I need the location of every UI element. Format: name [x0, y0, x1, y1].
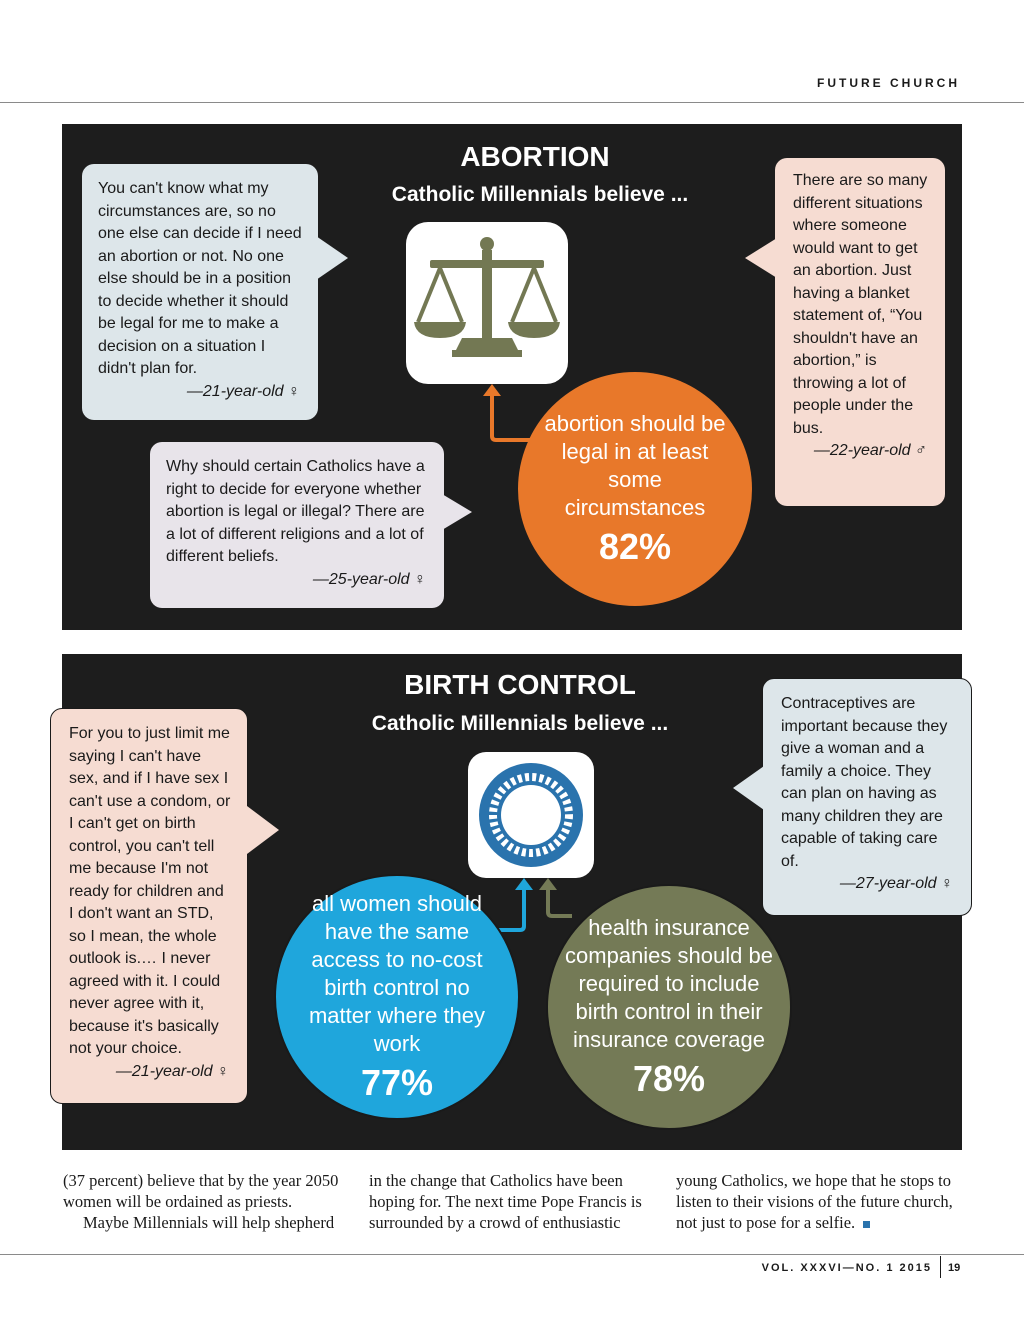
header-rule	[0, 102, 1024, 103]
stat-text: all women should have the same access to no-cost birth control no matter where they work	[308, 891, 486, 1056]
birth-control-stat-blue	[274, 874, 520, 1120]
quote-attribution: —21-year-old ♀	[115, 1062, 229, 1080]
abortion-quote-bottom	[150, 442, 444, 608]
body-text: young Catholics, we hope that he stops to listen to their visions of the future church, not just to pose for a selfie.	[676, 1171, 953, 1232]
footer-divider	[940, 1256, 941, 1278]
birth-control-quote-right	[762, 678, 972, 916]
page-number: 19	[948, 1262, 961, 1274]
section-label: FUTURE CHURCH	[817, 76, 960, 90]
quote-attribution: —22-year-old ♂	[813, 442, 927, 459]
body-text: Maybe Millennials will help shepherd	[83, 1213, 335, 1232]
quote-text: For you to just limit me saying I can't have sex, and if I have sex I can't use a condom, or I can't get on birth control, you can't tell me because I'm not ready for children and I don't want an STD, so I mean, the whole outlook is.… I never agreed with it. I could never agree with it, because it's basically not your choice.	[69, 725, 231, 1057]
abortion-stat-circle	[518, 372, 752, 606]
bubble-tail	[733, 766, 764, 810]
quote-text: There are so many different situations where someone would want to get an abortion. Just having a blanket statement of, “You shouldn't have an abortion,” is throwing a lot of people under the bus.	[793, 172, 928, 437]
pill-pack-icon	[468, 752, 594, 878]
scales-icon	[406, 222, 568, 384]
bubble-tail	[316, 236, 348, 280]
bubble-tail	[442, 494, 472, 530]
body-column-3	[676, 1170, 966, 1233]
stat-text: health insurance companies should be required to include birth control in their insurance coverage	[565, 915, 773, 1052]
end-mark-icon	[863, 1221, 870, 1228]
abortion-subtitle: Catholic Millennials believe ...	[391, 183, 689, 206]
stat-value: 82%	[598, 526, 672, 567]
stat-value: 77%	[360, 1062, 434, 1103]
body-text: (37 percent) believe that by the year 2050 women will be ordained as priests.	[63, 1171, 339, 1211]
quote-attribution: —27-year-old ♀	[839, 875, 953, 892]
bubble-tail	[247, 806, 279, 854]
pill-icon-box	[468, 752, 594, 878]
quote-attribution: —25-year-old ♀	[312, 570, 426, 588]
body-column-1	[63, 1170, 353, 1233]
issue-label: VOL. XXXVI—NO. 1 2015	[761, 1262, 932, 1274]
birth-control-quote-left	[50, 708, 248, 1104]
scales-icon-box	[406, 222, 568, 384]
birth-control-subtitle: Catholic Millennials believe ...	[371, 712, 669, 735]
quote-text: Why should certain Catholics have a right to decide for everyone whether abortion is legal or illegal? There are a lot of different religions and a lot of different beliefs.	[166, 458, 425, 565]
quote-text: Contraceptives are important because they give a woman and a family a choice. They can plan on having as many children they are capable of taking care of.	[781, 695, 948, 870]
birth-control-title: BIRTH CONTROL	[404, 669, 636, 700]
footer-rule	[0, 1254, 1024, 1255]
stat-text: abortion should be legal in at least some circumstances	[544, 411, 726, 520]
bubble-tail	[745, 238, 777, 278]
body-column-2	[369, 1170, 659, 1233]
abortion-quote-left	[82, 164, 318, 420]
birth-control-stat-green	[546, 884, 792, 1130]
abortion-quote-right	[775, 158, 945, 506]
quote-text: You can't know what my circumstances are, so no one else can decide if I need an abortion or not. No one else should be in a position to decide whether it should be legal for me to make a decision on a situation I didn't plan for.	[98, 180, 302, 377]
quote-attribution: —21-year-old ♀	[186, 382, 300, 400]
stat-value: 78%	[632, 1058, 706, 1099]
abortion-title: ABORTION	[460, 141, 610, 172]
body-text: in the change that Catholics have been hoping for. The next time Pope Francis is surrounded by a crowd of enthusiastic	[369, 1171, 642, 1232]
